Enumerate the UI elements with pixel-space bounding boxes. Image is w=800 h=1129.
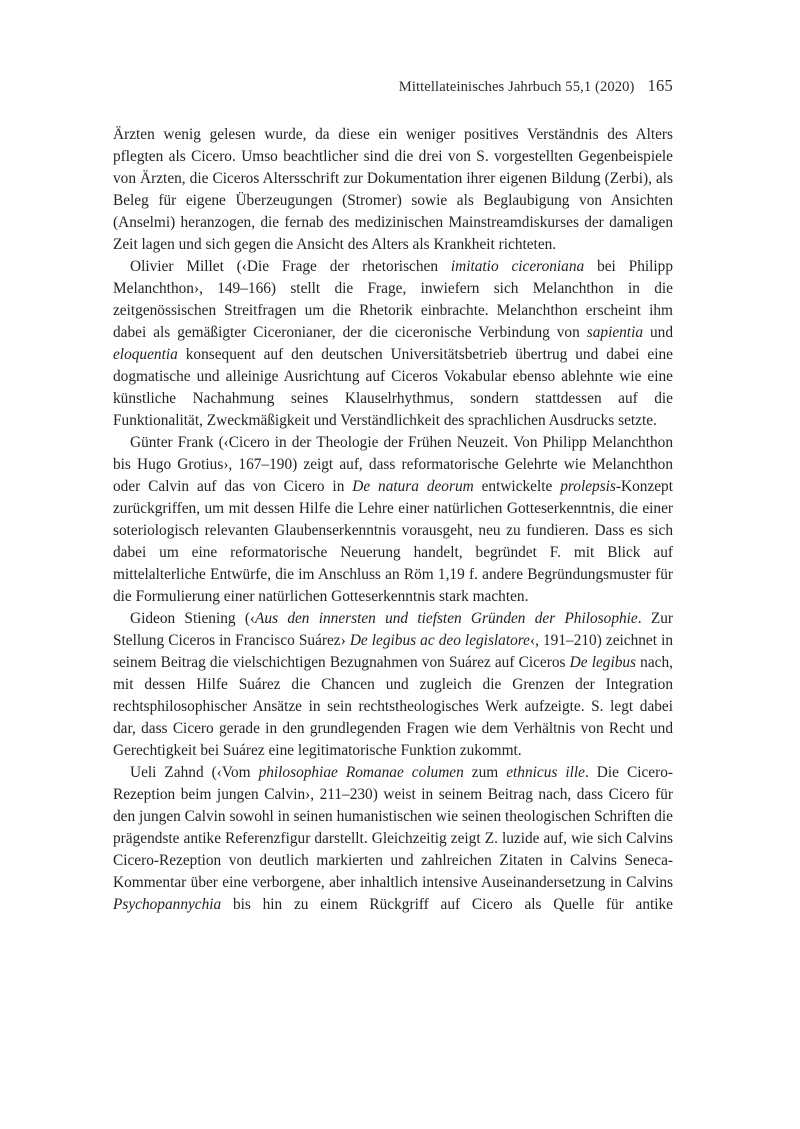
- text-run: entwickelte: [473, 478, 561, 495]
- italic-run: imitatio ciceroniana: [450, 258, 585, 275]
- italic-run: sapientia: [586, 324, 644, 341]
- text-run: konsequent auf den deutschen Universitätsbetrieb übertrug und dabei eine dogmatische und alleinige Ausrichtung auf Ciceros Vokabular ebenso ablehnte wie eine künstliche Nachahmung seines Klauselrhythmus, sondern stattdessen auf die Funktionalität, Zweckmäßigkeit und Verständlichkeit des sprachlichen Ausdrucks setzte.: [113, 346, 673, 429]
- text-run: Günter Frank (‹Cicero in der Theologie der Frühen Neuzeit. Von Philipp Melanchthon bis Hugo Grotius›, 167–190) zeigt auf, dass reformatorische Gelehrte wie Melanchthon oder Calvin auf das von Cicero in: [113, 434, 673, 495]
- text-run: ‹, 191–210) zeichnet in seinem Beitrag die vielschichtigen Bezugnahmen von Suárez auf Ciceros: [113, 632, 674, 671]
- text-run: bei Philipp Melanchthon›, 149–166) stellt die Frage, inwiefern sich Melanchthon in die zeitgenössischen Streitfragen um die Rhetorik einbrachte. Melanchthon erscheint ihm dabei als gemäßigter Ciceronianer, der die ciceronische Verbindung von: [113, 258, 674, 341]
- text-run: zum: [463, 764, 507, 781]
- text-run: bis hin zu einem Rückgriff auf Cicero als Quelle für antike: [221, 896, 673, 913]
- italic-run: eloquentia: [113, 346, 178, 363]
- italic-run: ethnicus ille: [506, 764, 585, 781]
- text-run: und: [643, 324, 673, 341]
- italic-run: De natura deorum: [352, 478, 474, 495]
- running-head-journal: Mittellateinisches Jahrbuch 55,1 (2020): [398, 79, 635, 95]
- text-run: . Zur Stellung Ciceros in Francisco Suárez›: [113, 610, 673, 649]
- italic-run: De legibus ac deo legislatore: [349, 632, 530, 649]
- paragraph: [113, 432, 673, 608]
- text-run: nach, mit dessen Hilfe Suárez die Chancen und zugleich die Grenzen der Integration rechtsphilosophischer Ansätze in sein rechtstheologisches Werk aufzeigte. S. legt dabei dar, dass Cicero gerade in den grundlegenden Fragen wie dem Verhältnis von Recht und Gerechtigkeit bei Suárez eine legitimatorische Funktion zukommt.: [113, 654, 673, 759]
- page-number: 165: [647, 76, 673, 95]
- running-head: [113, 76, 673, 97]
- paragraph: [113, 762, 673, 938]
- paragraph: [113, 608, 673, 762]
- text-run: Ueli Zahnd (‹Vom: [130, 764, 259, 781]
- text-run: . Die Cicero-Rezeption beim jungen Calvin›, 211–230) weist in seinem Beitrag nach, dass Cicero für den jungen Calvin sowohl in seinen humanistischen wie seinen theologischen Schriften die prägendste antike Referenzfigur darstellt. Gleichzeitig zeigt Z. luzide auf, wie sich Calvins Cicero-Rezeption von deutlich markierten und zahlreichen Zitaten in Calvins Seneca-Kommentar über eine verborgene, aber inhaltlich intensive Auseinandersetzung in Calvins: [113, 764, 673, 891]
- italic-run: philosophiae Romanae columen: [258, 764, 464, 781]
- paragraph: [113, 256, 673, 432]
- text-run: Ärzten wenig gelesen wurde, da diese ein weniger positives Verständnis des Alters pflegten als Cicero. Umso beachtlicher sind die drei von S. vorgestellten Gegenbeispiele von Ärzten, die Ciceros Altersschrift zur Dokumentation ihrer eigenen Bildung (Zerbi), als Beleg für eigene Überzeugungen (Stromer) sowie als Beglaubigung von Ansichten (Anselmi) heranzogen, die fernab des medizinischen Mainstreamdiskurses der damaligen Zeit lagen und sich gegen die Ansicht des Alters als Krankheit richteten.: [113, 126, 673, 253]
- text-run: Gideon Stiening (‹: [130, 610, 256, 627]
- italic-run: De legibus: [569, 654, 637, 671]
- italic-run: prolepsis: [560, 478, 616, 495]
- italic-run: Aus den innersten und tiefsten Gründen der Philosophie: [255, 610, 638, 627]
- text-run: Olivier Millet (‹Die Frage der rhetorischen: [130, 258, 451, 275]
- text-run: -Konzept zurückgriffen, um mit dessen Hilfe die Lehre einer natürlichen Gotteserkenntnis, die einer soteriologisch relevanten Glaubenserkenntnis vorausgeht, neu zu fundieren. Dass es sich dabei um eine reformatorische Neuerung handelt, begründet F. mit Blick auf mittelalterliche Entwürfe, die im Anschluss an Röm 1,19 f. andere Begründungsmuster für die Formulierung einer natürlichen Gotteserkenntnis stark machten.: [113, 478, 673, 605]
- body-text-column: [113, 124, 673, 938]
- italic-run: Psychopannychia: [113, 896, 222, 913]
- paragraph: [113, 124, 673, 256]
